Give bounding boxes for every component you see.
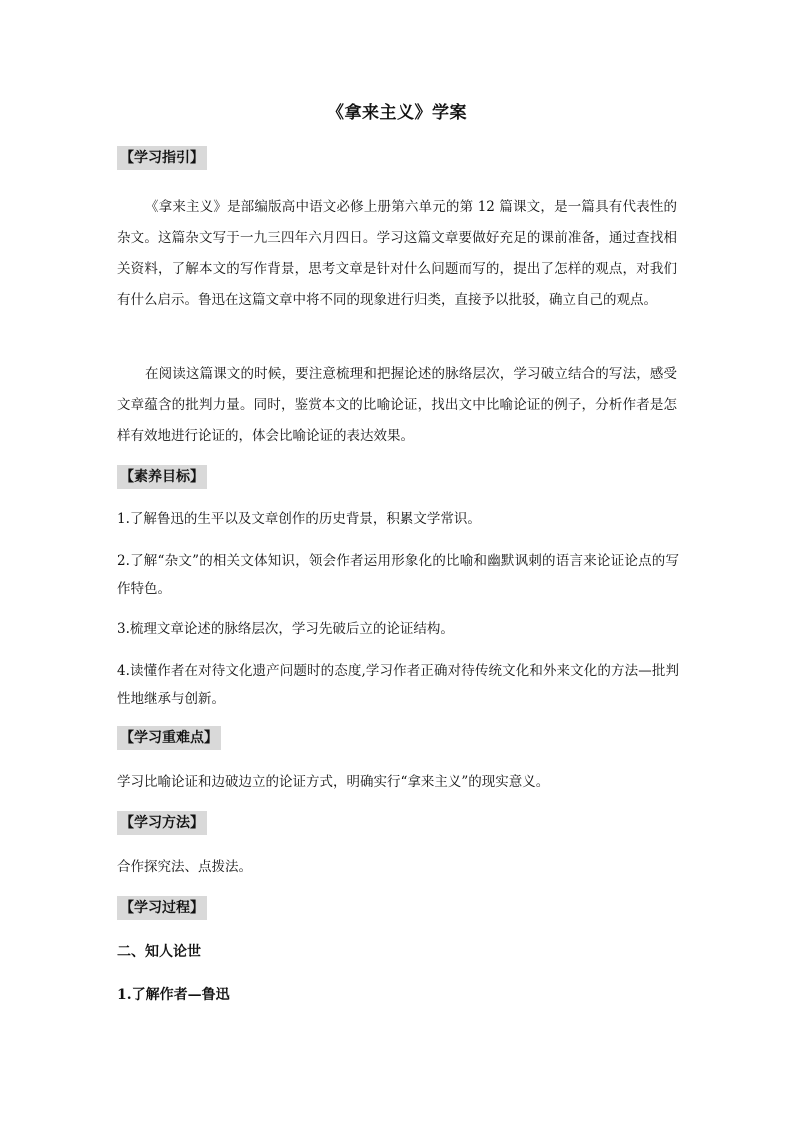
section-heading-goals: 【素养目标】 [117, 465, 207, 489]
guide-paragraph-1: 《拿来主义》是部编版高中语文必修上册第六单元的第 12 篇课文，是一篇具有代表性的杂文。这篇杂文写于一九三四年六月四日。学习这篇文章要做好充足的课前准备，通过查找相关资料，了解本文的写作背景，思考文章是针对什么问题而写的，提出了怎样的观点，对我们有什么启示。鲁迅在这篇文章中将不同的现象进行归类，直接予以批驳，确立自己的观点。 [117, 199, 677, 308]
process-subheading: 二、知人论世 [117, 944, 201, 960]
method-text: 合作探究法、点拨法。 [117, 859, 252, 875]
goal-item-1: 1.了解鲁迅的生平以及文章创作的历史背景，积累文学常识。 [117, 511, 481, 527]
goal-item-4: 4.读懂作者在对待文化遗产问题时的态度,学习作者正确对待传统文化和外来文化的方法—批判性地继承与创新。 [117, 663, 679, 707]
goal-item-2: 2.了解“杂文”的相关文体知识，领会作者运用形象化的比喻和幽默讽刺的语言来论证论点的写作特色。 [117, 553, 679, 597]
guide-paragraph-2: 在阅读这篇课文的时候，要注意梳理和把握论述的脉络层次，学习破立结合的写法，感受文章蕴含的批判力量。同时，鉴赏本文的比喻论证，找出文中比喻论证的例子，分析作者是怎样有效地进行论证的，体会比喻论证的表达效果。 [117, 366, 677, 444]
key-points-text: 学习比喻论证和边破边立的论证方式，明确实行“拿来主义”的现实意义。 [117, 774, 550, 790]
section-heading-method: 【学习方法】 [117, 811, 207, 835]
process-item-1: 1.了解作者—鲁迅 [117, 987, 230, 1003]
section-heading-key-points: 【学习重难点】 [117, 726, 221, 750]
section-heading-guide: 【学习指引】 [117, 146, 207, 170]
page-title: 《拿来主义》学案 [327, 103, 467, 123]
goal-item-3: 3.梳理文章论述的脉络层次，学习先破后立的论证结构。 [117, 621, 454, 637]
section-heading-process: 【学习过程】 [117, 896, 207, 920]
